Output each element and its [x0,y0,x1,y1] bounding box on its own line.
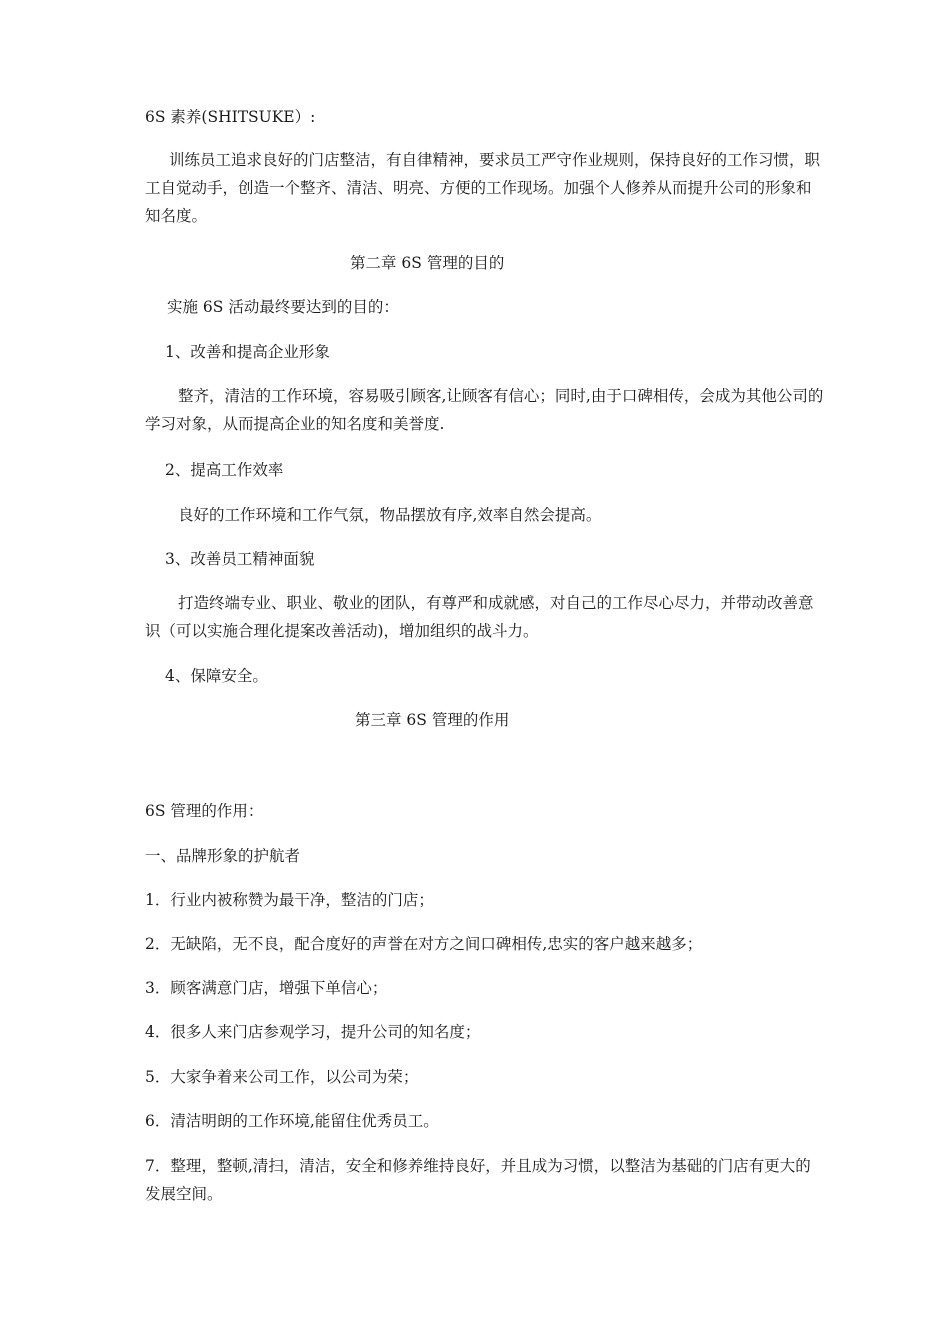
chapter-3-title: 第三章 6S 管理的作用 [355,711,510,729]
list-item: 4．很多人来门店参观学习，提升公司的知名度； [145,1023,481,1041]
chapter-2-title: 第二章 6S 管理的目的 [350,254,505,272]
role-heading: 6S 管理的作用： [145,802,264,820]
list-item: 5．大家争着来公司工作，以公司为荣； [145,1068,419,1086]
purpose-1-text: 整齐，清洁的工作环境，容易吸引顾客,让顾客有信心；同时,由于口碑相传，会成为其他公司的学习对象，从而提高企业的知名度和美誉度. [145,387,824,433]
purpose-3-text: 打造终端专业、职业、敬业的团队，有尊严和成就感，对自己的工作尽心尽力，并带动改善意识（可以实施合理化提案改善活动)，增加组织的战斗力。 [145,594,814,640]
purpose-1-title: 1、改善和提高企业形象 [165,343,330,361]
chapter-2-intro: 实施 6S 活动最终要达到的目的： [167,298,399,316]
brand-heading: 一、品牌形象的护航者 [145,847,301,865]
list-item: 7．整理，整顿,清扫，清洁，安全和修养维持良好，并且成为习惯，以整洁为基础的门店有更大的发展空间。 [145,1157,811,1203]
section-heading-shitsuke: 6S 素养(SHITSUKE）: [145,108,316,126]
list-item: 1．行业内被称赞为最干净，整洁的门店； [145,891,434,909]
purpose-3-title: 3、改善员工精神面貌 [165,550,315,568]
shitsuke-paragraph: 训练员工追求良好的门店整洁，有自律精神，要求员工严守作业规则，保持良好的工作习惯，职工自觉动手，创造一个整齐、清洁、明亮、方便的工作现场。加强个人修养从而提升公司的形象和知名度。 [145,151,821,225]
list-item: 3．顾客满意门店，增强下单信心； [145,979,388,997]
purpose-4-title: 4、保障安全。 [165,667,268,685]
purpose-2-text: 良好的工作环境和工作气氛，物品摆放有序,效率自然会提高。 [178,506,602,524]
list-item: 2．无缺陷，无不良，配合度好的声誉在对方之间口碑相传,忠实的客户越来越多； [145,935,703,953]
purpose-2-title: 2、提高工作效率 [165,461,284,479]
list-item: 6．清洁明朗的工作环境,能留住优秀员工。 [145,1112,439,1130]
